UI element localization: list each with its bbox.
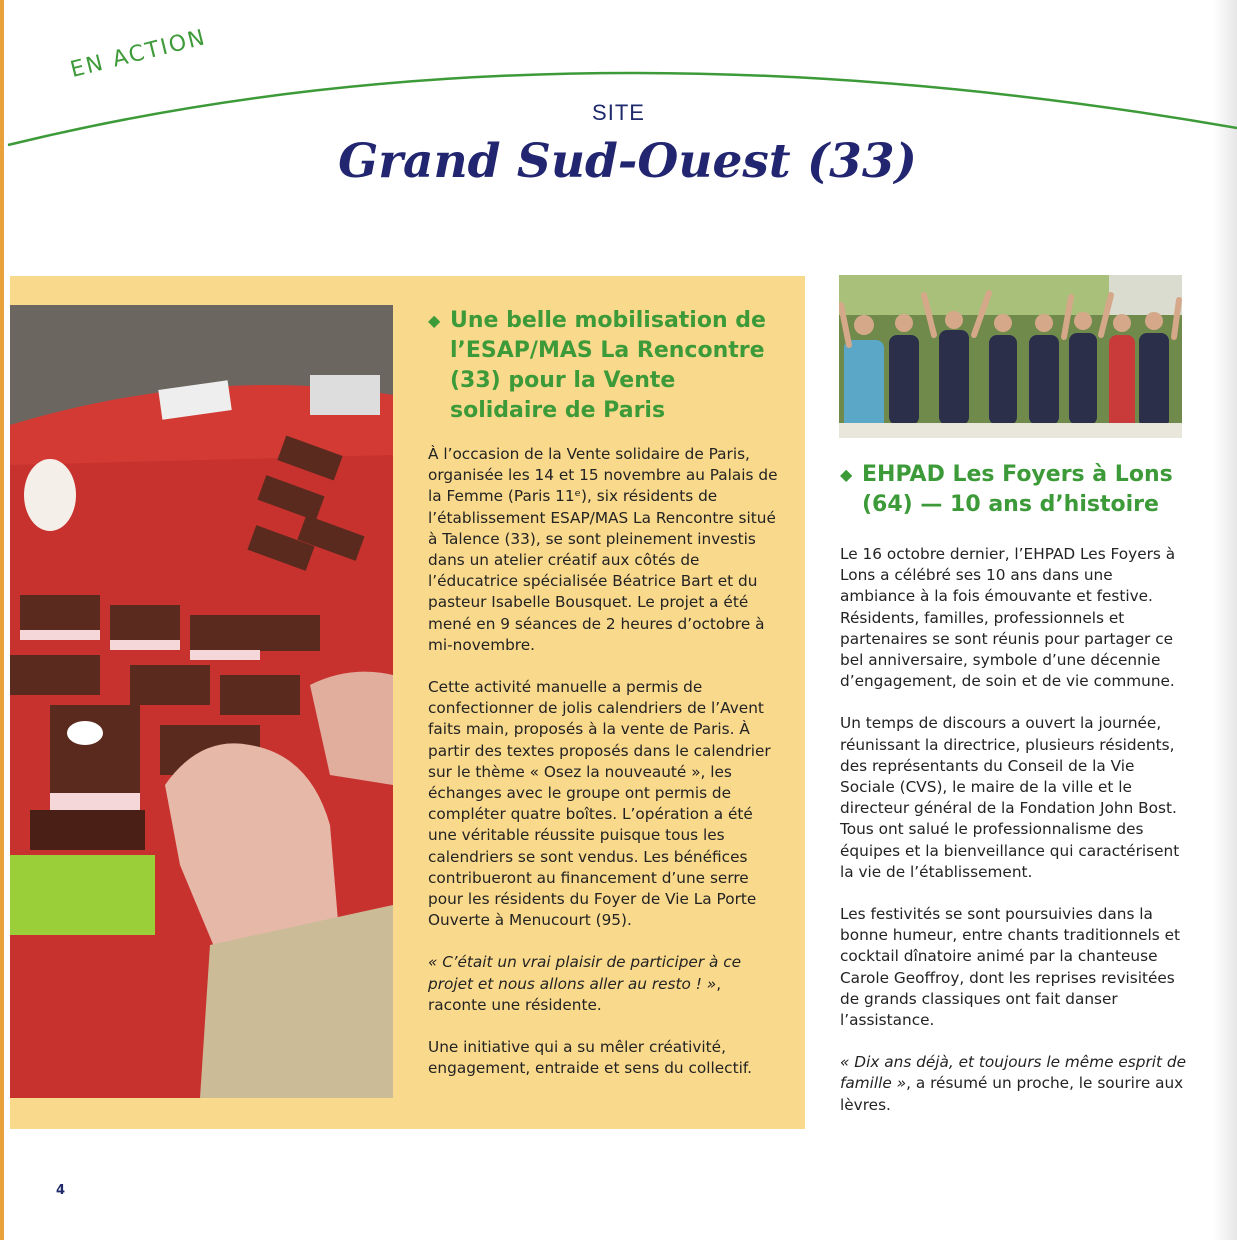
diamond-bullet-icon: ◆ xyxy=(840,465,853,484)
family-quote: « Dix ans déjà, et toujours le même esprit de famille » xyxy=(840,1053,1186,1093)
article-title xyxy=(840,460,1190,520)
calendar-workshop-photo xyxy=(10,305,393,1098)
article-closing: Une initiative qui a su mêler créativité, engagement, entraide et sens du collectif. xyxy=(428,1038,752,1078)
article-title-text: EHPAD Les Foyers à Lons (64) — 10 ans d’histoire xyxy=(862,462,1173,517)
article-paragraph: Les festivités se sont poursuivies dans la bonne humeur, entre chants traditionnels et cocktail dînatoire animé par la chanteuse Carole Geoffroy, dont les reprises revisitées de grands classiques ont fait danser l’assistance. xyxy=(840,905,1180,1030)
article-ehpad-lons xyxy=(840,460,1190,1137)
article-quote-paragraph xyxy=(428,952,778,1016)
article-body xyxy=(428,444,778,1079)
quote-attribution: , raconte une résidente. xyxy=(428,974,722,1014)
article-title-text: Une belle mobilisation de l’ESAP/MAS La Rencontre (33) pour la Vente solidaire de Paris xyxy=(450,308,766,423)
resident-quote: « C’était un vrai plaisir de participer à ce projet et nous allons aller au resto ! » xyxy=(428,953,742,993)
article-quote-paragraph xyxy=(840,1052,1190,1116)
article-esap-vente-solidaire xyxy=(428,306,778,1100)
site-label: SITE xyxy=(592,100,645,125)
article-paragraph: À l’occasion de la Vente solidaire de Paris, organisée les 14 et 15 novembre au Palais de la Femme (Paris 11ᵉ), six résidents de l’établissement ESAP/MAS La Rencontre situé à Talence (33), se sont pleinement investis dans un atelier créatif aux côtés de l’éducatrice spécialisée Béatrice Bart et du pasteur Isabelle Bousquet. Le projet a été mené en 9 séances de 2 heures d’octobre à mi-novembre. xyxy=(428,445,778,654)
article-title xyxy=(428,306,778,426)
page-title: Grand Sud-Ouest (33) xyxy=(338,134,917,189)
anniversary-group-photo xyxy=(839,275,1182,438)
article-paragraph: Cette activité manuelle a permis de confectionner de jolis calendriers de l’Avent faits main, proposés à la vente de Paris. À partir des textes proposés dans le calendrier sur le thème « Osez la nouveauté », les échanges avec le groupe ont permis de compléter quatre boîtes. L’opération a été une véritable réussite puisque tous les calendriers se sont vendus. Les bénéfices contribueront au financement d’une serre pour les résidents du Foyer de Vie La Porte Ouverte à Menucourt (95). xyxy=(428,678,771,930)
article-body xyxy=(840,544,1190,1116)
page-number: 4 xyxy=(56,1183,66,1198)
quote-attribution: , a résumé un proche, le sourire aux lèvres. xyxy=(840,1074,1184,1114)
article-paragraph: Un temps de discours a ouvert la journée, réunissant la directrice, plusieurs résidents, des représentants du Conseil de la Vie Sociale (CVS), le maire de la ville et le directeur général de la Fondation John Bost. Tous ont salué le professionnalisme des équipes et la bienveillance qui caractérisent la vie de l’établissement. xyxy=(840,714,1180,881)
diamond-bullet-icon: ◆ xyxy=(428,311,441,330)
section-kicker: EN ACTION xyxy=(67,25,209,83)
article-paragraph: Le 16 octobre dernier, l’EHPAD Les Foyers à Lons a célébré ses 10 ans dans une ambiance à la fois émouvante et festive. Résidents, familles, professionnels et partenaires se sont réunis pour partager ce bel anniversaire, symbole d’une décennie d’engagement, de soin et de vie commune. xyxy=(840,545,1176,691)
